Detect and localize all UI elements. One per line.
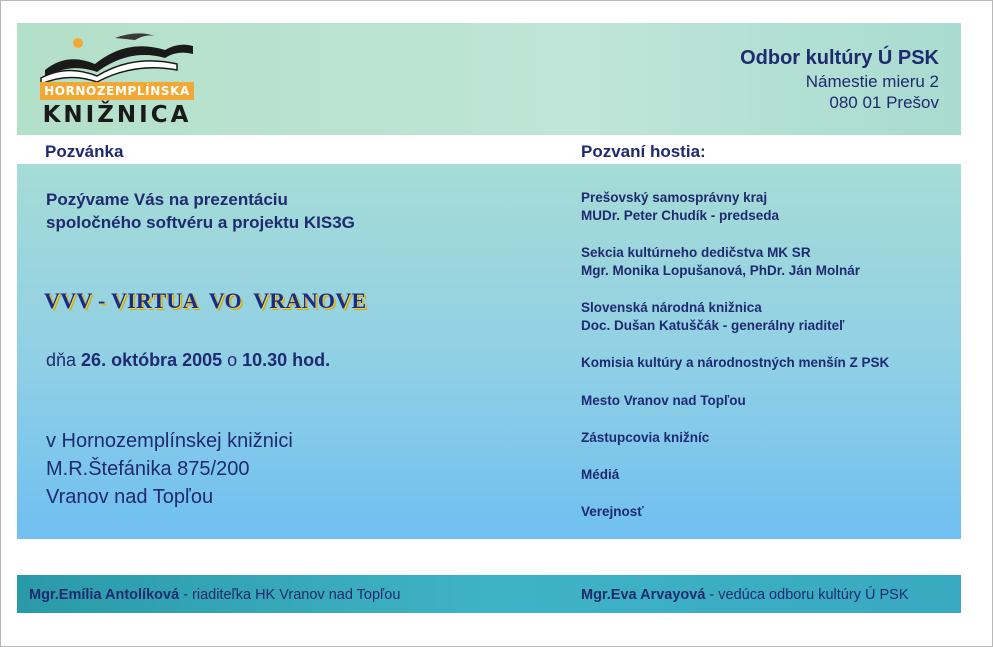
logo-text-bottom: KNIŽNICA [42,102,192,128]
invitation-body [17,164,961,539]
guest-item [581,354,889,372]
signer-right-role: - vedúca odboru kultúry Ú PSK [705,587,909,603]
logo-text-top: HORNOZEMPLÍNSKA [40,82,194,100]
guest-item [581,244,860,280]
invitation-text [46,188,466,234]
invite-line-1: Pozývame Vás na prezentáciu [46,190,288,209]
guest-org: Zástupcovia knižníc [581,430,710,445]
guest-item [581,429,709,447]
venue-line-2: M.R.Štefánika 875/200 [46,458,250,480]
guest-org: Komisia kultúry a národnostných menšín Z PSK [581,355,890,370]
event-datetime [46,350,330,371]
venue-line-3: Vranov nad Topľou [46,486,214,508]
signer-left-role: - riaditeľka HK Vranov nad Topľou [179,587,401,603]
guest-item [581,466,619,484]
guest-org: Médiá [581,467,620,482]
library-logo [37,28,202,128]
date-prefix: dňa [46,350,82,370]
guest-item [581,299,844,335]
event-time: 10.30 hod. [242,350,331,370]
event-title: VVV - VIRTUA VO VRANOVE [44,288,367,313]
section-labels-row [17,138,961,164]
guest-person: Doc. Dušan Katuščák - generálny riaditeľ [581,318,845,333]
signature-left [29,587,400,603]
guest-org: Mesto Vranov nad Topľou [581,393,746,408]
signature-footer [17,575,961,613]
signer-left-name: Mgr.Emília Antolíková [29,587,180,603]
invite-line-2: spoločného softvéru a projektu KIS3G [46,213,355,232]
guest-org: Slovenská národná knižnica [581,300,762,315]
time-prefix: o [222,350,243,370]
venue-line-1: v Hornozemplínskej knižnici [46,430,293,452]
office-address-block [740,45,939,113]
office-street: Námestie mieru 2 [805,72,939,91]
guest-item [581,503,644,521]
guest-org: Sekcia kultúrneho dedičstva MK SR [581,245,811,260]
event-date: 26. októbra 2005 [81,350,223,370]
guest-org: Verejnosť [581,504,644,519]
header-band [17,23,961,135]
office-city: 080 01 Prešov [829,93,939,112]
guest-org: Prešovský samosprávny kraj [581,190,768,205]
event-venue [46,427,293,511]
signer-right-name: Mgr.Eva Arvayová [581,587,706,603]
guest-item [581,392,746,410]
office-name: Odbor kultúry Ú PSK [740,47,939,69]
guest-item [581,189,779,225]
book-icon [37,28,202,88]
guest-person: Mgr. Monika Lopušanová, PhDr. Ján Molnár [581,263,861,278]
guest-person: MUDr. Peter Chudík - predseda [581,208,780,223]
invitation-heading: Pozvánka [45,142,124,161]
signature-right [581,587,909,603]
guests-heading: Pozvaní hostia: [581,142,706,161]
